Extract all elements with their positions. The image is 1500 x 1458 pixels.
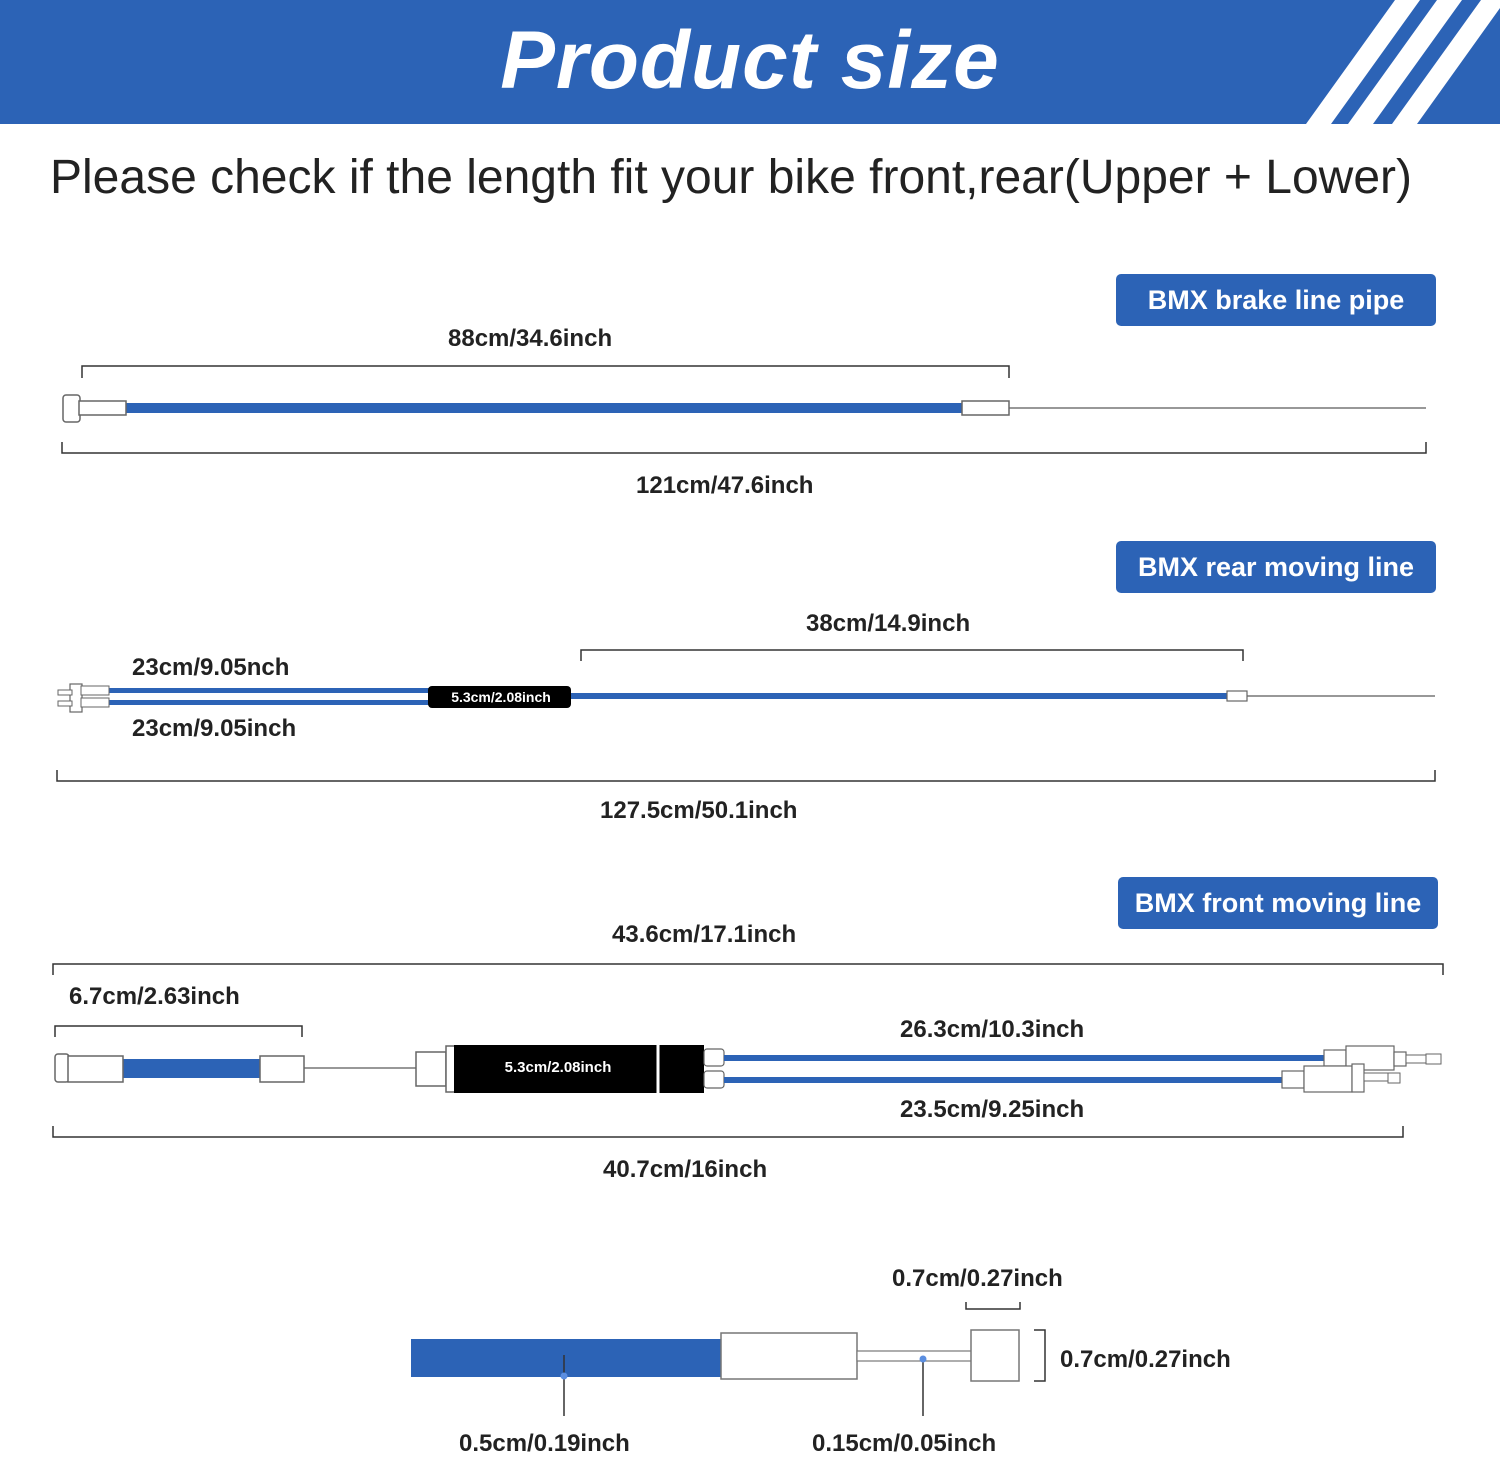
badge-brake-line-pipe: BMX brake line pipe bbox=[1116, 274, 1436, 326]
page-title: Product size bbox=[500, 15, 1000, 106]
dim-bracket-short-6 bbox=[55, 1026, 302, 1037]
tip-detail-drawing bbox=[411, 1302, 1045, 1416]
page-subtitle: Please check if the length fit your bike front,rear(Upper + Lower) bbox=[50, 151, 1412, 204]
ferrule-right bbox=[962, 401, 1009, 415]
end-cap-left bbox=[63, 395, 80, 422]
rear-moving-line-cable bbox=[58, 684, 1435, 712]
dim-bracket-housing-38 bbox=[581, 650, 1243, 661]
badge-rear-moving-line: BMX rear moving line bbox=[1116, 541, 1436, 593]
dim-bracket-total-127 bbox=[57, 770, 1435, 781]
dim-bracket-total-40 bbox=[53, 1126, 1403, 1137]
ferrule-left bbox=[79, 401, 126, 415]
label-front-upper-branch: 26.3cm/10.3inch bbox=[900, 1016, 1085, 1043]
label-front-splitter: 5.3cm/2.08inch bbox=[504, 1059, 612, 1076]
dim-bracket-overall-43 bbox=[53, 964, 1443, 975]
label-rear-lower-split: 23cm/9.05inch bbox=[132, 715, 297, 742]
blue-housing bbox=[124, 403, 964, 413]
label-front-lower-branch: 23.5cm/9.25inch bbox=[900, 1096, 1085, 1123]
label-brake-total-length: 121cm/47.6inch bbox=[636, 472, 814, 499]
label-tip-height: 0.7cm/0.27inch bbox=[1060, 1346, 1231, 1373]
dim-bracket-total-121 bbox=[62, 442, 1426, 453]
label-rear-splitter: 5.3cm/2.08inch bbox=[451, 689, 551, 705]
label-front-overall-length: 43.6cm/17.1inch bbox=[612, 921, 797, 948]
label-front-total-length: 40.7cm/16inch bbox=[603, 1156, 768, 1183]
label-rear-total-length: 127.5cm/50.1inch bbox=[600, 797, 798, 824]
dim-bracket-housing-88 bbox=[82, 366, 1009, 378]
label-wire-diameter: 0.15cm/0.05inch bbox=[812, 1430, 997, 1457]
label-rear-upper-split: 23cm/9.05nch bbox=[132, 654, 290, 681]
label-rear-housing-length: 38cm/14.9inch bbox=[806, 610, 971, 637]
label-housing-diameter: 0.5cm/0.19inch bbox=[459, 1430, 630, 1457]
brake-line-pipe-cable bbox=[63, 395, 1426, 422]
front-moving-line-cable bbox=[55, 1045, 1441, 1093]
label-tip-width: 0.7cm/0.27inch bbox=[892, 1265, 1063, 1292]
label-brake-housing-length: 88cm/34.6inch bbox=[448, 325, 613, 352]
badge-front-moving-line: BMX front moving line bbox=[1118, 877, 1438, 929]
label-front-short-housing: 6.7cm/2.63inch bbox=[69, 983, 240, 1010]
